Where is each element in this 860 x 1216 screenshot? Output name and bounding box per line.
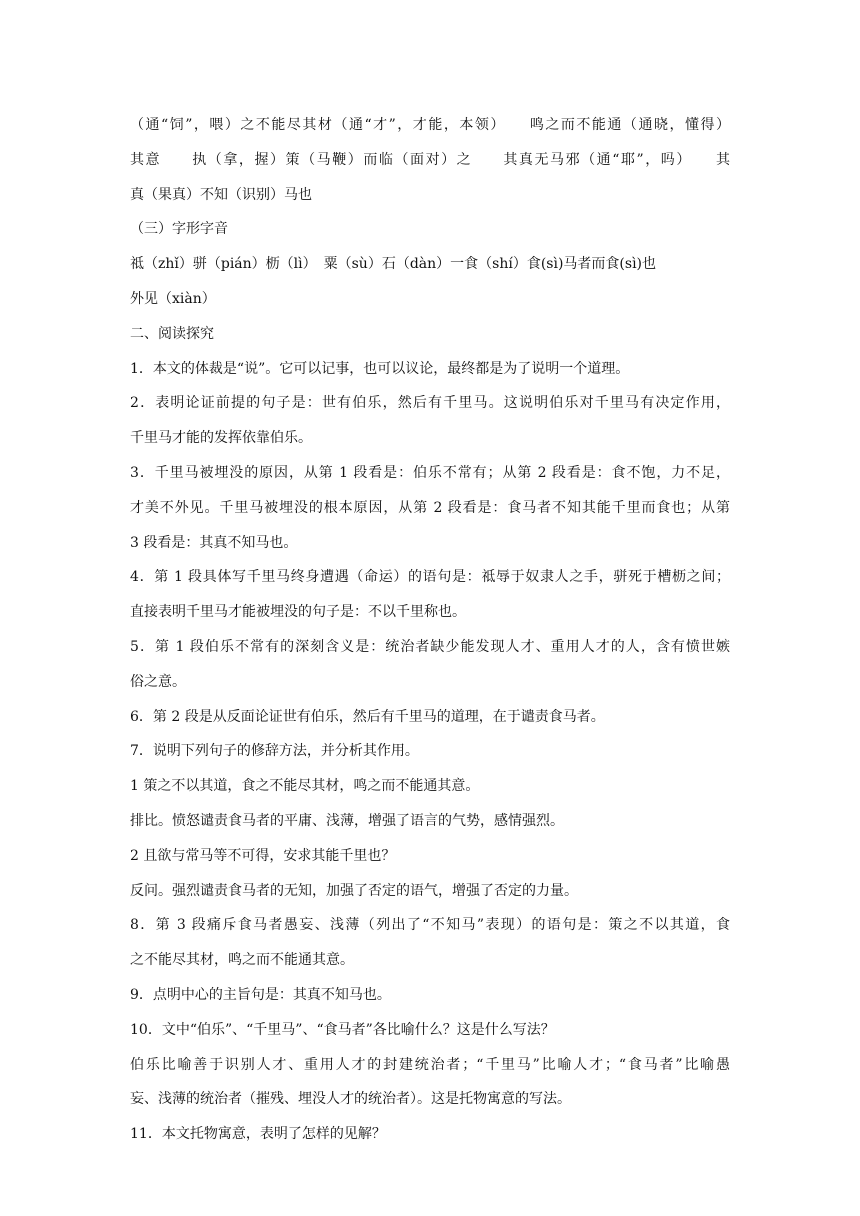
text-line: 4．第 1 段具体写千里马终身遭遇（命运）的语句是：祗辱于奴隶人之手，骈死于槽枥之间； [130,569,730,586]
text-line: 1 策之不以其道，食之不能尽其材，鸣之而不能通其意。 [130,778,480,795]
text-line: 2．表明论证前提的句子是：世有伯乐，然后有千里马。这说明伯乐对千里马有决定作用， [130,395,730,412]
text-line: 11．本文托物寓意，表明了怎样的见解？ [130,1126,386,1143]
text-line: 3．千里马被埋没的原因，从第 1 段看是：伯乐不常有；从第 2 段看是：食不饱，力不足， [130,464,730,481]
text-line: 祗（zhǐ）骈（pián）枥（lì） 粟（sù）石（dàn）一食（shí）食(sì)马者而食(sì)也 [130,256,657,273]
text-line: 直接表明千里马才能被埋没的句子是：不以千里称也。 [130,604,466,621]
text-line: 5．第 1 段伯乐不常有的深刻含义是：统治者缺少能发现人才、重用人才的人，含有愤世嫉 [130,638,730,655]
text-line: 妄、浅薄的统治者（摧残、埋没人才的统治者）。这是托物寓意的写法。 [130,1091,571,1108]
text-line: 2 且欲与常马等不可得，安求其能千里也？ [130,847,396,864]
text-line: 之不能尽其材，鸣之而不能通其意。 [130,952,354,969]
text-line: 千里马才能的发挥依靠伯乐。 [130,430,312,447]
text-line: 6．第 2 段是从反面论证世有伯乐，然后有千里马的道理，在于谴责食马者。 [130,708,605,725]
document-page [130,108,730,1152]
text-line: 真（果真）不知（识别）马也 [130,186,312,203]
text-line: 10．文中“伯乐”、“千里马”、“食马者”各比喻什么？这是什么写法？ [130,1021,555,1038]
text-line: 3 段看是：其真不知马也。 [130,534,298,551]
section-heading: （三）字形字音 [130,221,228,238]
text-line: 9．点明中心的主旨句是：其真不知马也。 [130,986,391,1003]
text-line: 才美不外见。千里马被埋没的根本原因，从第 2 段看是：食马者不知其能千里而食也；从第 [130,499,730,516]
text-line: 排比。愤怒谴责食马者的平庸、浅薄，增强了语言的气势，感情强烈。 [130,812,564,829]
text-line: 外见（xiàn） [130,290,216,307]
text-line: 俗之意。 [130,673,186,690]
text-line: 其意 执（拿，握）策（马鞭）而临（面对）之 其真无马邪（通“耶”，吗） 其 [130,151,730,168]
text-line: 1．本文的体裁是“说”。它可以记事，也可以议论，最终都是为了说明一个道理。 [130,360,630,377]
text-line: 8．第 3 段痛斥食马者愚妄、浅薄（列出了“不知马”表现）的语句是：策之不以其道，食 [130,917,730,934]
text-line: 反问。强烈谴责食马者的无知，加强了否定的语气，增强了否定的力量。 [130,882,578,899]
section-heading: 二、阅读探究 [130,325,214,342]
text-line: 伯乐比喻善于识别人才、重用人才的封建统治者；“千里马”比喻人才；“食马者”比喻愚 [130,1056,730,1073]
text-line: 7．说明下列句子的修辞方法，并分析其作用。 [130,743,419,760]
text-line: （通“饲”，喂）之不能尽其材（通“才”，才能，本领） 鸣之而不能通（通晓，懂得） [130,117,730,133]
